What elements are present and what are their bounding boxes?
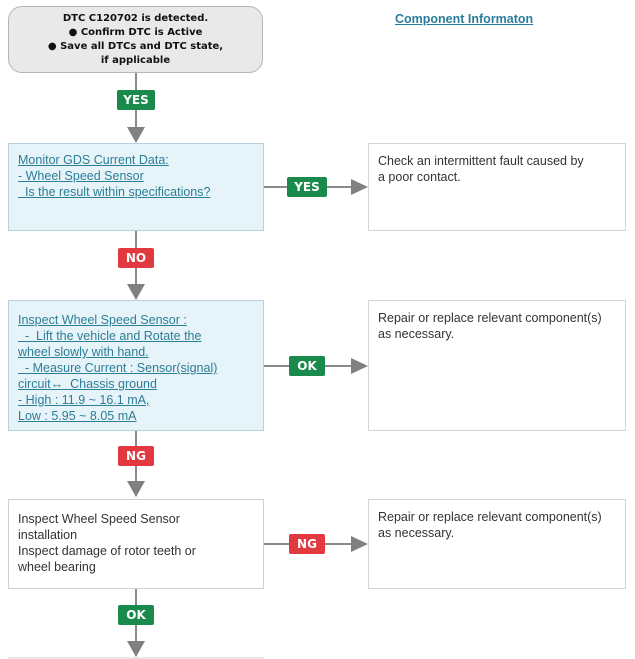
step-link[interactable]: wheel slowly with hand.: [18, 345, 149, 359]
result-text: Repair or replace relevant component(s): [378, 311, 602, 325]
arrow-head-down: [127, 641, 145, 657]
start-line: ● Confirm DTC is Active: [68, 27, 203, 38]
yes-badge: YES: [117, 90, 155, 110]
result-repair-component: [368, 499, 626, 589]
step-monitor-gds: [8, 143, 264, 231]
ng-badge: NG: [118, 446, 154, 466]
step-inspect-sensor: [8, 300, 264, 431]
result-repair-component: [368, 300, 626, 431]
step-link[interactable]: circuit↔ Chassis ground: [18, 377, 157, 391]
result-text: a poor contact.: [378, 170, 461, 184]
ok-badge: OK: [118, 605, 154, 625]
result-text: as necessary.: [378, 526, 455, 540]
start-dtc-box: [8, 6, 263, 73]
step-link[interactable]: - High : 11.9 ~ 16.1 mA,: [18, 393, 150, 407]
result-text: Repair or replace relevant component(s): [378, 510, 602, 524]
step-link[interactable]: Inspect Wheel Speed Sensor :: [18, 313, 187, 327]
step-link[interactable]: Low : 5.95 ~ 8.05 mA: [18, 409, 137, 423]
component-information-link[interactable]: Component Informaton: [395, 12, 534, 26]
step-inspect-installation: [8, 499, 264, 589]
arrow-head-down: [127, 481, 145, 497]
start-line: DTC C120702 is detected.: [62, 13, 209, 24]
step-link[interactable]: Is the result within specifications?: [18, 185, 211, 199]
arrow-head-right: [351, 536, 368, 552]
start-line: ● Save all DTCs and DTC state,: [47, 41, 224, 52]
step-text: Inspect Wheel Speed Sensor: [18, 512, 180, 526]
arrow-head-down: [127, 284, 145, 300]
step-text: installation: [18, 528, 78, 542]
no-badge: NO: [118, 248, 154, 268]
start-line: if applicable: [100, 55, 171, 66]
result-text: Check an intermittent fault caused by: [378, 154, 584, 168]
step-link[interactable]: - Measure Current : Sensor(signal): [18, 361, 218, 375]
step-link[interactable]: Monitor GDS Current Data:: [18, 153, 169, 167]
step-link[interactable]: - Wheel Speed Sensor: [18, 169, 144, 183]
ok-badge: OK: [289, 356, 325, 376]
step-text: Inspect damage of rotor teeth or: [18, 544, 196, 558]
step-text: wheel bearing: [18, 560, 96, 574]
result-intermittent-fault: [368, 143, 626, 231]
arrow-head-right: [351, 358, 368, 374]
result-text: as necessary.: [378, 327, 455, 341]
arrow-head-right: [351, 179, 368, 195]
yes-badge: YES: [287, 177, 327, 197]
arrow-head-down: [127, 127, 145, 143]
ng-badge: NG: [289, 534, 325, 554]
step-link[interactable]: - Lift the vehicle and Rotate the: [18, 329, 202, 343]
